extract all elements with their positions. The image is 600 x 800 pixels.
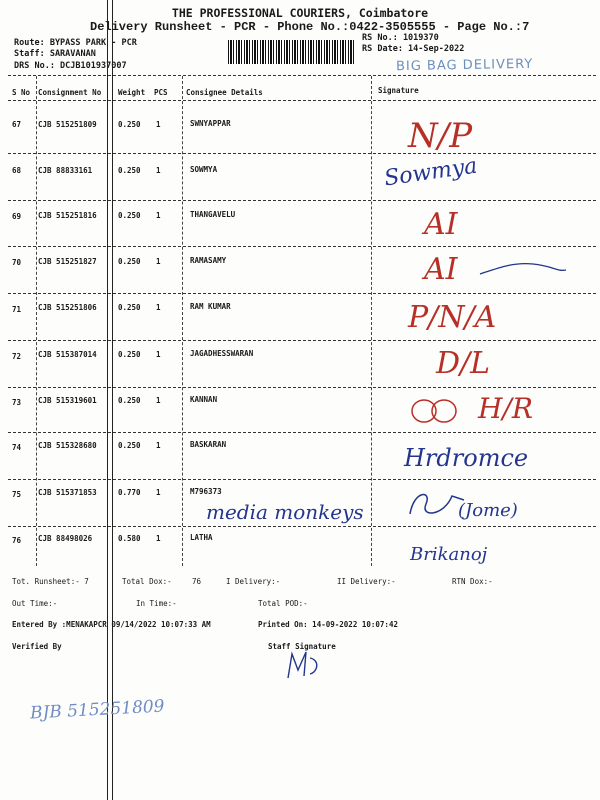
drs-number: DRS No.: DCJB101937007 — [14, 61, 127, 71]
col-header-weight: Weight — [118, 88, 146, 97]
row-consignment: CJB 88833161 — [38, 166, 93, 175]
row-divider — [8, 340, 596, 341]
row-divider — [8, 479, 596, 480]
row-pcs: 1 — [156, 211, 161, 220]
row-divider — [8, 526, 596, 527]
signature-scribble — [478, 258, 568, 278]
row-signature: N/P — [408, 116, 473, 156]
row-sno: 69 — [12, 212, 22, 221]
row-divider — [8, 246, 596, 247]
col-header-pcs: PCS — [154, 88, 168, 97]
out-time: Out Time:- — [12, 599, 58, 608]
row-consignee: KANNAN — [190, 395, 218, 404]
row-divider — [8, 387, 596, 388]
row-consignment: CJB 515251816 — [38, 211, 97, 220]
table-top-rule — [8, 75, 596, 76]
row-weight: 0.770 — [118, 488, 141, 497]
row-signature: P/N/A — [408, 300, 497, 335]
row-divider — [8, 200, 596, 201]
row-divider — [8, 293, 596, 294]
row-consignee: BASKARAN — [190, 440, 227, 449]
row-sno: 76 — [12, 536, 22, 545]
row-weight: 0.250 — [118, 166, 141, 175]
row-pcs: 1 — [156, 488, 161, 497]
row-signature: (Jome) — [458, 500, 518, 521]
row-signature: AI — [424, 252, 458, 287]
big-bag-stamp: BIG BAG DELIVERY — [395, 56, 534, 75]
total-runsheet: Tot. Runsheet:- 7 — [12, 577, 89, 586]
row-weight: 0.250 — [118, 120, 141, 129]
col-header-consignee: Consignee Details — [186, 88, 263, 97]
total-dox-value: 76 — [192, 577, 202, 586]
rtn-dox: RTN Dox:- — [452, 577, 493, 586]
route-label: Route: BYPASS PARK - PCR — [14, 38, 137, 48]
row-consignment: CJB 515387014 — [38, 350, 97, 359]
row-divider — [8, 432, 596, 433]
col-divider-consignee — [182, 76, 183, 566]
row-sno: 74 — [12, 443, 22, 452]
row-pcs: 1 — [156, 441, 161, 450]
row-signature: Sowmya — [382, 153, 479, 192]
row-consignment: CJB 515371853 — [38, 488, 97, 497]
row-consignee: LATHA — [190, 533, 213, 542]
row-signature: AI — [424, 207, 458, 242]
row-signature: H/R — [478, 392, 533, 425]
col-divider-sno — [36, 76, 37, 566]
row-sno: 75 — [12, 490, 22, 499]
staff-label: Staff: SARAVANAN — [14, 49, 96, 59]
row-consignee: RAMASAMY — [190, 256, 227, 265]
row-consignment: CJB 88498026 — [38, 534, 93, 543]
total-pod: Total POD:- — [258, 599, 308, 608]
col-header-sno: S No — [12, 88, 31, 97]
row-consignment: CJB 515319601 — [38, 396, 97, 405]
col-header-consignment: Consignment No — [38, 88, 102, 97]
fold-line-2 — [112, 0, 113, 800]
bottom-handwritten-note: BJB 515251809 — [29, 696, 165, 724]
row-consignment: CJB 515251809 — [38, 120, 97, 129]
row-weight: 0.250 — [118, 396, 141, 405]
total-dox-label: Total Dox:- — [122, 577, 172, 586]
table-header-rule — [8, 100, 596, 101]
signature-scribble — [410, 396, 462, 426]
row-sno: 72 — [12, 352, 22, 361]
barcode — [228, 40, 354, 64]
row-pcs: 1 — [156, 534, 161, 543]
row-sno: 71 — [12, 305, 22, 314]
in-time: In Time:- — [136, 599, 177, 608]
row-pcs: 1 — [156, 257, 161, 266]
row-consignment: CJB 515251827 — [38, 257, 97, 266]
staff-signature-scribble — [280, 648, 324, 682]
ii-delivery: II Delivery:- — [337, 577, 396, 586]
row-consignee: THANGAVELU — [190, 210, 236, 219]
row-consignee: M796373 — [190, 487, 222, 496]
row-signature: Hrdromce — [404, 444, 529, 472]
row-pcs: 1 — [156, 120, 161, 129]
row-sno: 68 — [12, 166, 22, 175]
row-weight: 0.580 — [118, 534, 141, 543]
row-consignment: CJB 515328680 — [38, 441, 97, 450]
row-pcs: 1 — [156, 166, 161, 175]
row-signature: Brikanoj — [410, 544, 488, 565]
i-delivery: I Delivery:- — [226, 577, 281, 586]
row-consignee: SWNYAPPAR — [190, 119, 231, 128]
row-sno: 73 — [12, 398, 22, 407]
staff-signature-label: Staff Signature — [268, 642, 336, 651]
row-pcs: 1 — [156, 303, 161, 312]
row-handwritten-note: media monkeys — [206, 500, 364, 524]
row-pcs: 1 — [156, 396, 161, 405]
row-weight: 0.250 — [118, 257, 141, 266]
verified-by: Verified By — [12, 642, 62, 651]
col-header-signature: Signature — [378, 86, 419, 95]
row-weight: 0.250 — [118, 441, 141, 450]
company-title: THE PROFESSIONAL COURIERS, Coimbatore — [171, 6, 429, 20]
row-weight: 0.250 — [118, 303, 141, 312]
rs-number: RS No.: 1019370 — [362, 33, 439, 43]
rs-date: RS Date: 14-Sep-2022 — [362, 44, 465, 54]
row-weight: 0.250 — [118, 350, 141, 359]
row-consignee: RAM KUMAR — [190, 302, 231, 311]
row-consignment: CJB 515251806 — [38, 303, 97, 312]
row-consignee: JAGADHESSWARAN — [190, 349, 254, 358]
row-signature: D/L — [436, 346, 491, 381]
row-divider — [8, 153, 596, 154]
printed-on: Printed On: 14-09-2022 10:07:42 — [258, 620, 398, 629]
row-sno: 70 — [12, 258, 22, 267]
row-sno: 67 — [12, 120, 22, 129]
entered-by: Entered By :MENAKAPCR 09/14/2022 10:07:33 AM — [12, 620, 211, 629]
row-consignee: SOWMYA — [190, 165, 218, 174]
runsheet-subtitle: Delivery Runsheet - PCR - Phone No.:0422-3505555 - Page No.:7 — [90, 20, 530, 34]
row-weight: 0.250 — [118, 211, 141, 220]
fold-line-1 — [107, 0, 108, 800]
row-pcs: 1 — [156, 350, 161, 359]
col-divider-signature — [371, 76, 372, 566]
